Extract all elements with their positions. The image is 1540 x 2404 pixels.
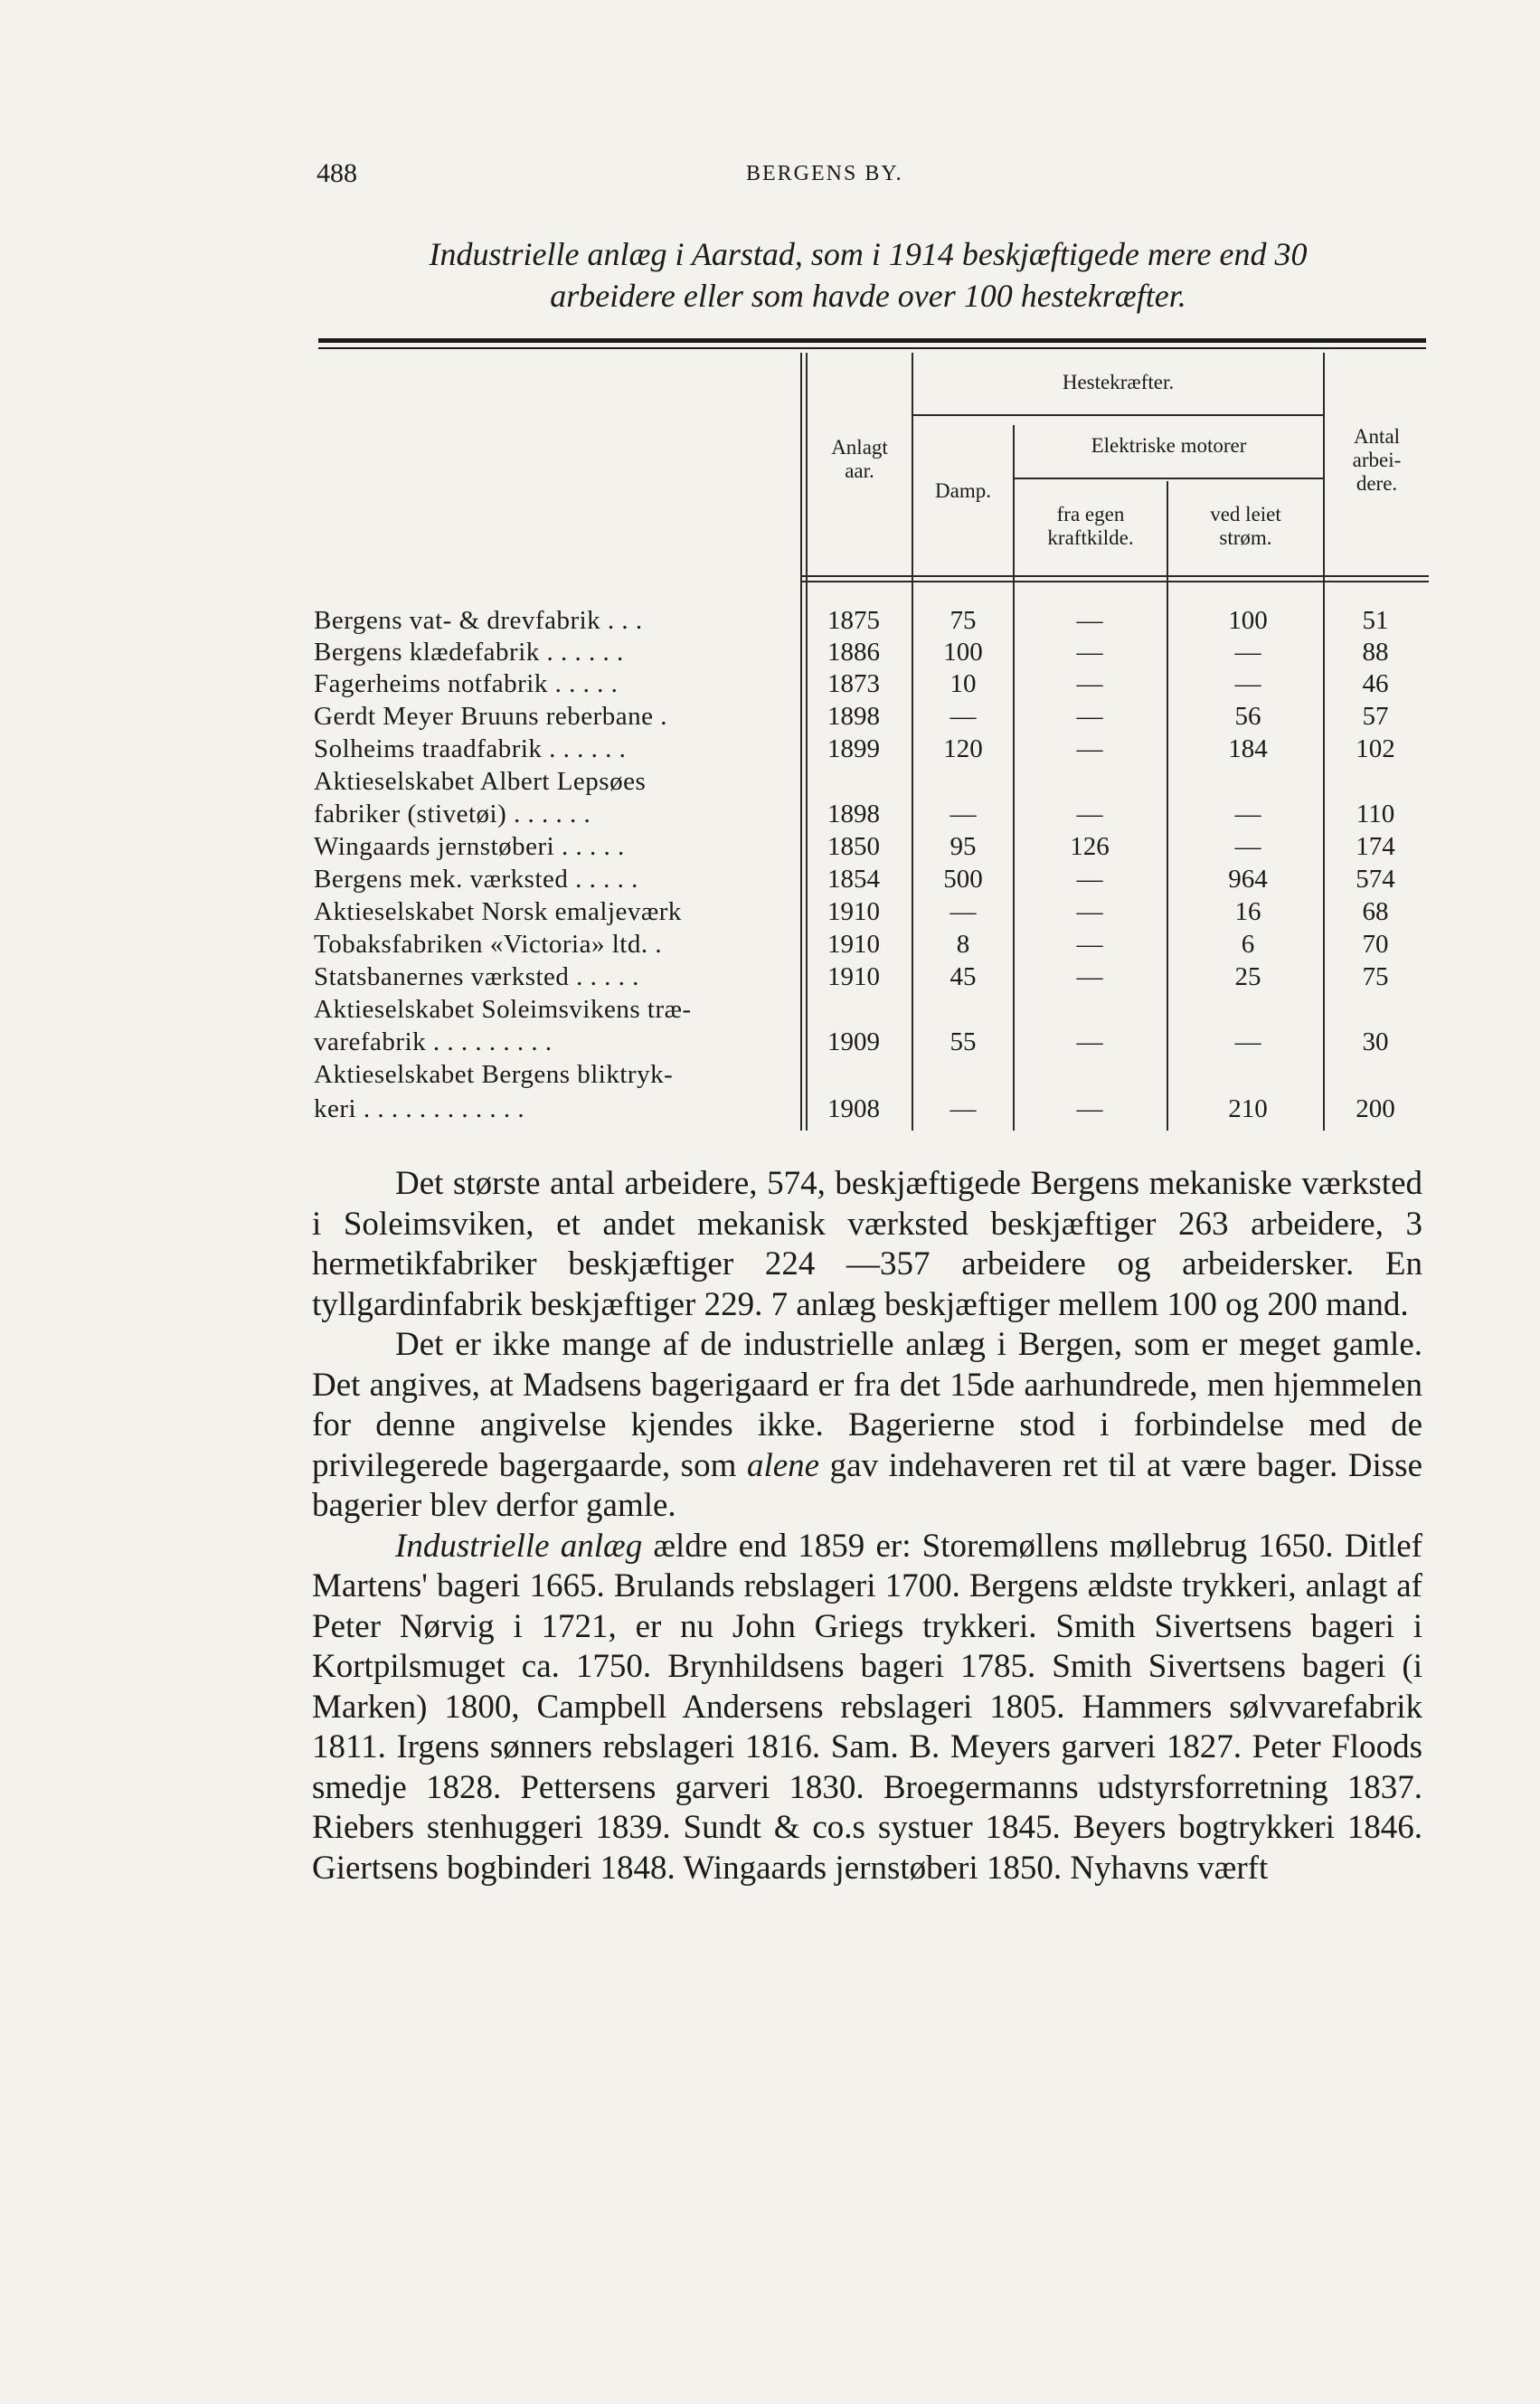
cell-leiet: — [1234,1027,1261,1056]
cell-leiet: — [1234,832,1261,861]
cell-damp: 45 [950,962,977,991]
caption-line-2: arbeidere eller som havde over 100 hestekræfter. [550,278,1186,314]
cell-arbeidere: 51 [1362,606,1389,635]
row-name: Gerdt Meyer Bruuns reberbane . [314,702,668,731]
table-row [312,897,1429,930]
cell-year: 1908 [827,1094,880,1123]
cell-year: 1898 [827,800,880,828]
row-name: Aktieselskabet Soleimsvikens træ- [314,995,692,1024]
header-anlagt: Anlagt aar. [831,436,888,482]
cell-arbeidere: 174 [1356,832,1395,861]
cell-damp: 120 [943,734,983,763]
row-name: Fagerheims notfabrik . . . . . [314,669,619,698]
cell-damp: 55 [950,1027,977,1056]
cell-egen: — [1076,800,1103,828]
cell-egen: — [1076,865,1103,894]
cell-egen: — [1076,734,1103,763]
cell-damp: 8 [956,930,970,959]
cell-year: 1886 [827,638,880,667]
row-name: fabriker (stivetøi) . . . . . . [314,800,591,828]
cell-year: 1850 [827,832,880,861]
cell-leiet: — [1234,800,1261,828]
page-header [317,158,1429,194]
cell-arbeidere: 30 [1362,1027,1389,1056]
header-bottom-rule [800,575,1429,577]
table-row [312,702,1429,734]
cell-leiet: 6 [1241,930,1255,959]
cell-year: 1873 [827,669,880,698]
paragraph-2: Det er ikke mange af de industrielle anlæg i Bergen, som er meget gamle. Det angives, at Madsens bagerigaard er fra det 15de aarhundrede, men hjemmelen for denne angivelse kjendes ikke. Bagerierne stod i forbindelse med de privilegerede bagergaarde, som alene gav indehaveren ret til at være bager. Disse bagerier blev derfor gamle. [312,1326,1423,1524]
table-caption [307,233,1429,317]
cell-leiet: 100 [1228,606,1268,635]
cell-arbeidere: 200 [1356,1094,1395,1123]
cell-damp: — [950,897,977,926]
cell-damp: 75 [950,606,977,635]
cell-leiet: 16 [1234,897,1261,926]
cell-leiet: — [1234,638,1261,667]
table-row [312,734,1429,767]
row-name: varefabrik . . . . . . . . . [314,1027,553,1056]
cell-leiet: 56 [1234,702,1261,731]
row-name: Tobaksfabriken «Victoria» ltd. . [314,930,663,959]
cell-egen: — [1076,897,1103,926]
cell-year: 1875 [827,606,880,635]
cell-arbeidere: 88 [1362,638,1389,667]
caption-line-1: Industrielle anlæg i Aarstad, som i 1914 beskjæftigede mere end 30 [429,236,1308,272]
row-name: Bergens klædefabrik . . . . . . [314,638,624,667]
cell-egen: — [1076,930,1103,959]
industry-table [312,353,1429,1131]
cell-egen: — [1076,669,1103,698]
row-name: Bergens vat- & drevfabrik . . . [314,606,643,635]
row-name: Aktieselskabet Bergens bliktryk- [314,1060,674,1089]
header-damp: Damp. [935,479,991,502]
table-row [312,800,1429,832]
table-row [312,638,1429,670]
cell-egen: — [1076,606,1103,635]
paragraph-1: Det største antal arbeidere, 574, beskjæftigede Bergens mekaniske værksted i Soleimsviken, et andet mekanisk værksted beskjæftiger 263 arbeidere, 3 hermetikfabriker beskjæftiger 224 —357 arbeidere og arbeidersker. En tyllgardinfabrik beskjæftiger 229. 7 anlæg beskjæftiger mellem 100 og 200 mand. [312,1165,1422,1323]
body-text [312,1164,1422,1888]
cell-leiet: 964 [1228,865,1268,894]
cell-egen: — [1076,962,1103,991]
table-row [312,1094,1429,1127]
cell-arbeidere: 110 [1356,800,1395,828]
cell-leiet: 210 [1228,1094,1268,1123]
cell-arbeidere: 46 [1362,669,1389,698]
table-row [312,606,1429,639]
cell-arbeidere: 70 [1362,930,1389,959]
table-row [312,962,1429,995]
cell-year: 1899 [827,734,880,763]
row-name: Aktieselskabet Norsk emaljeværk [314,897,682,926]
cell-damp: — [950,1094,977,1123]
header-leiet: ved leiet strøm. [1210,503,1281,549]
header-antal: Antal arbei- dere. [1352,425,1402,495]
row-name: Wingaards jernstøberi . . . . . [314,832,625,861]
row-name: Bergens mek. værksted . . . . . [314,865,638,894]
cell-arbeidere: 75 [1362,962,1389,991]
header-elektriske: Elektriske motorer [1091,434,1247,457]
cell-arbeidere: 57 [1362,702,1389,731]
top-rule-thick [318,338,1426,343]
cell-damp: 100 [943,638,983,667]
row-name: keri . . . . . . . . . . . . [314,1094,525,1123]
cell-egen: — [1076,1094,1103,1123]
table-row [312,865,1429,897]
cell-damp: — [950,702,977,731]
hestekraefter-rule [912,414,1325,416]
table-row [312,930,1429,962]
cell-year: 1898 [827,702,880,731]
cell-year: 1910 [827,930,880,959]
cell-egen: — [1076,1027,1103,1056]
top-rule-thin [318,347,1426,349]
cell-damp: — [950,800,977,828]
cell-year: 1910 [827,897,880,926]
page-number: 488 [317,158,357,188]
table-row [312,669,1429,702]
cell-arbeidere: 68 [1362,897,1389,926]
cell-leiet: 184 [1228,734,1268,763]
table-row [312,832,1429,865]
cell-arbeidere: 574 [1356,865,1395,894]
header-bottom-rule-2 [800,581,1429,582]
cell-year: 1854 [827,865,880,894]
elektriske-rule [1013,478,1325,479]
paragraph-3: Industrielle anlæg ældre end 1859 er: Storemøllens møllebrug 1650. Ditlef Martens' bageri 1665. Brulands rebslageri 1700. Bergens ældste trykkeri, anlagt af Peter Nørvig i 1721, er nu John Griegs trykkeri. Smith Sivertsens bageri i Kortpilsmuget ca. 1750. Brynhildsens bageri 1785. Smith Sivertsens bageri (i Marken) 1800, Campbell Andersens rebslageri 1805. Hammers sølvvarefabrik 1811. Irgens sønners rebslageri 1816. Sam. B. Meyers garveri 1827. Peter Floods smedje 1828. Pettersens garveri 1830. Broegermanns udstyrsforretning 1837. Riebers stenhuggeri 1839. Sundt & co.s systuer 1845. Beyers bogtrykkeri 1846. Giertsens bogbinderi 1848. Wingaards jernstøberi 1850. Nyhavns værft [312,1527,1422,1887]
table-row [312,1027,1429,1060]
row-name: Solheims traadfabrik . . . . . . [314,734,627,763]
cell-damp: 500 [943,865,983,894]
cell-year: 1909 [827,1027,880,1056]
cell-egen: — [1076,638,1103,667]
cell-leiet: — [1234,669,1261,698]
header-hestekraefter: Hestekræfter. [1062,371,1175,393]
running-title: BERGENS BY. [746,162,903,185]
cell-egen: 126 [1070,832,1110,861]
cell-egen: — [1076,702,1103,731]
table-row [312,1060,1429,1093]
cell-damp: 10 [950,669,977,698]
table-row [312,995,1429,1027]
row-name: Statsbanernes værksted . . . . . [314,962,639,991]
cell-year: 1910 [827,962,880,991]
row-name: Aktieselskabet Albert Lepsøes [314,767,647,796]
cell-arbeidere: 102 [1356,734,1395,763]
cell-damp: 95 [950,832,977,861]
header-egen: fra egen kraftkilde. [1047,503,1134,549]
table-row [312,767,1429,800]
cell-leiet: 25 [1234,962,1261,991]
